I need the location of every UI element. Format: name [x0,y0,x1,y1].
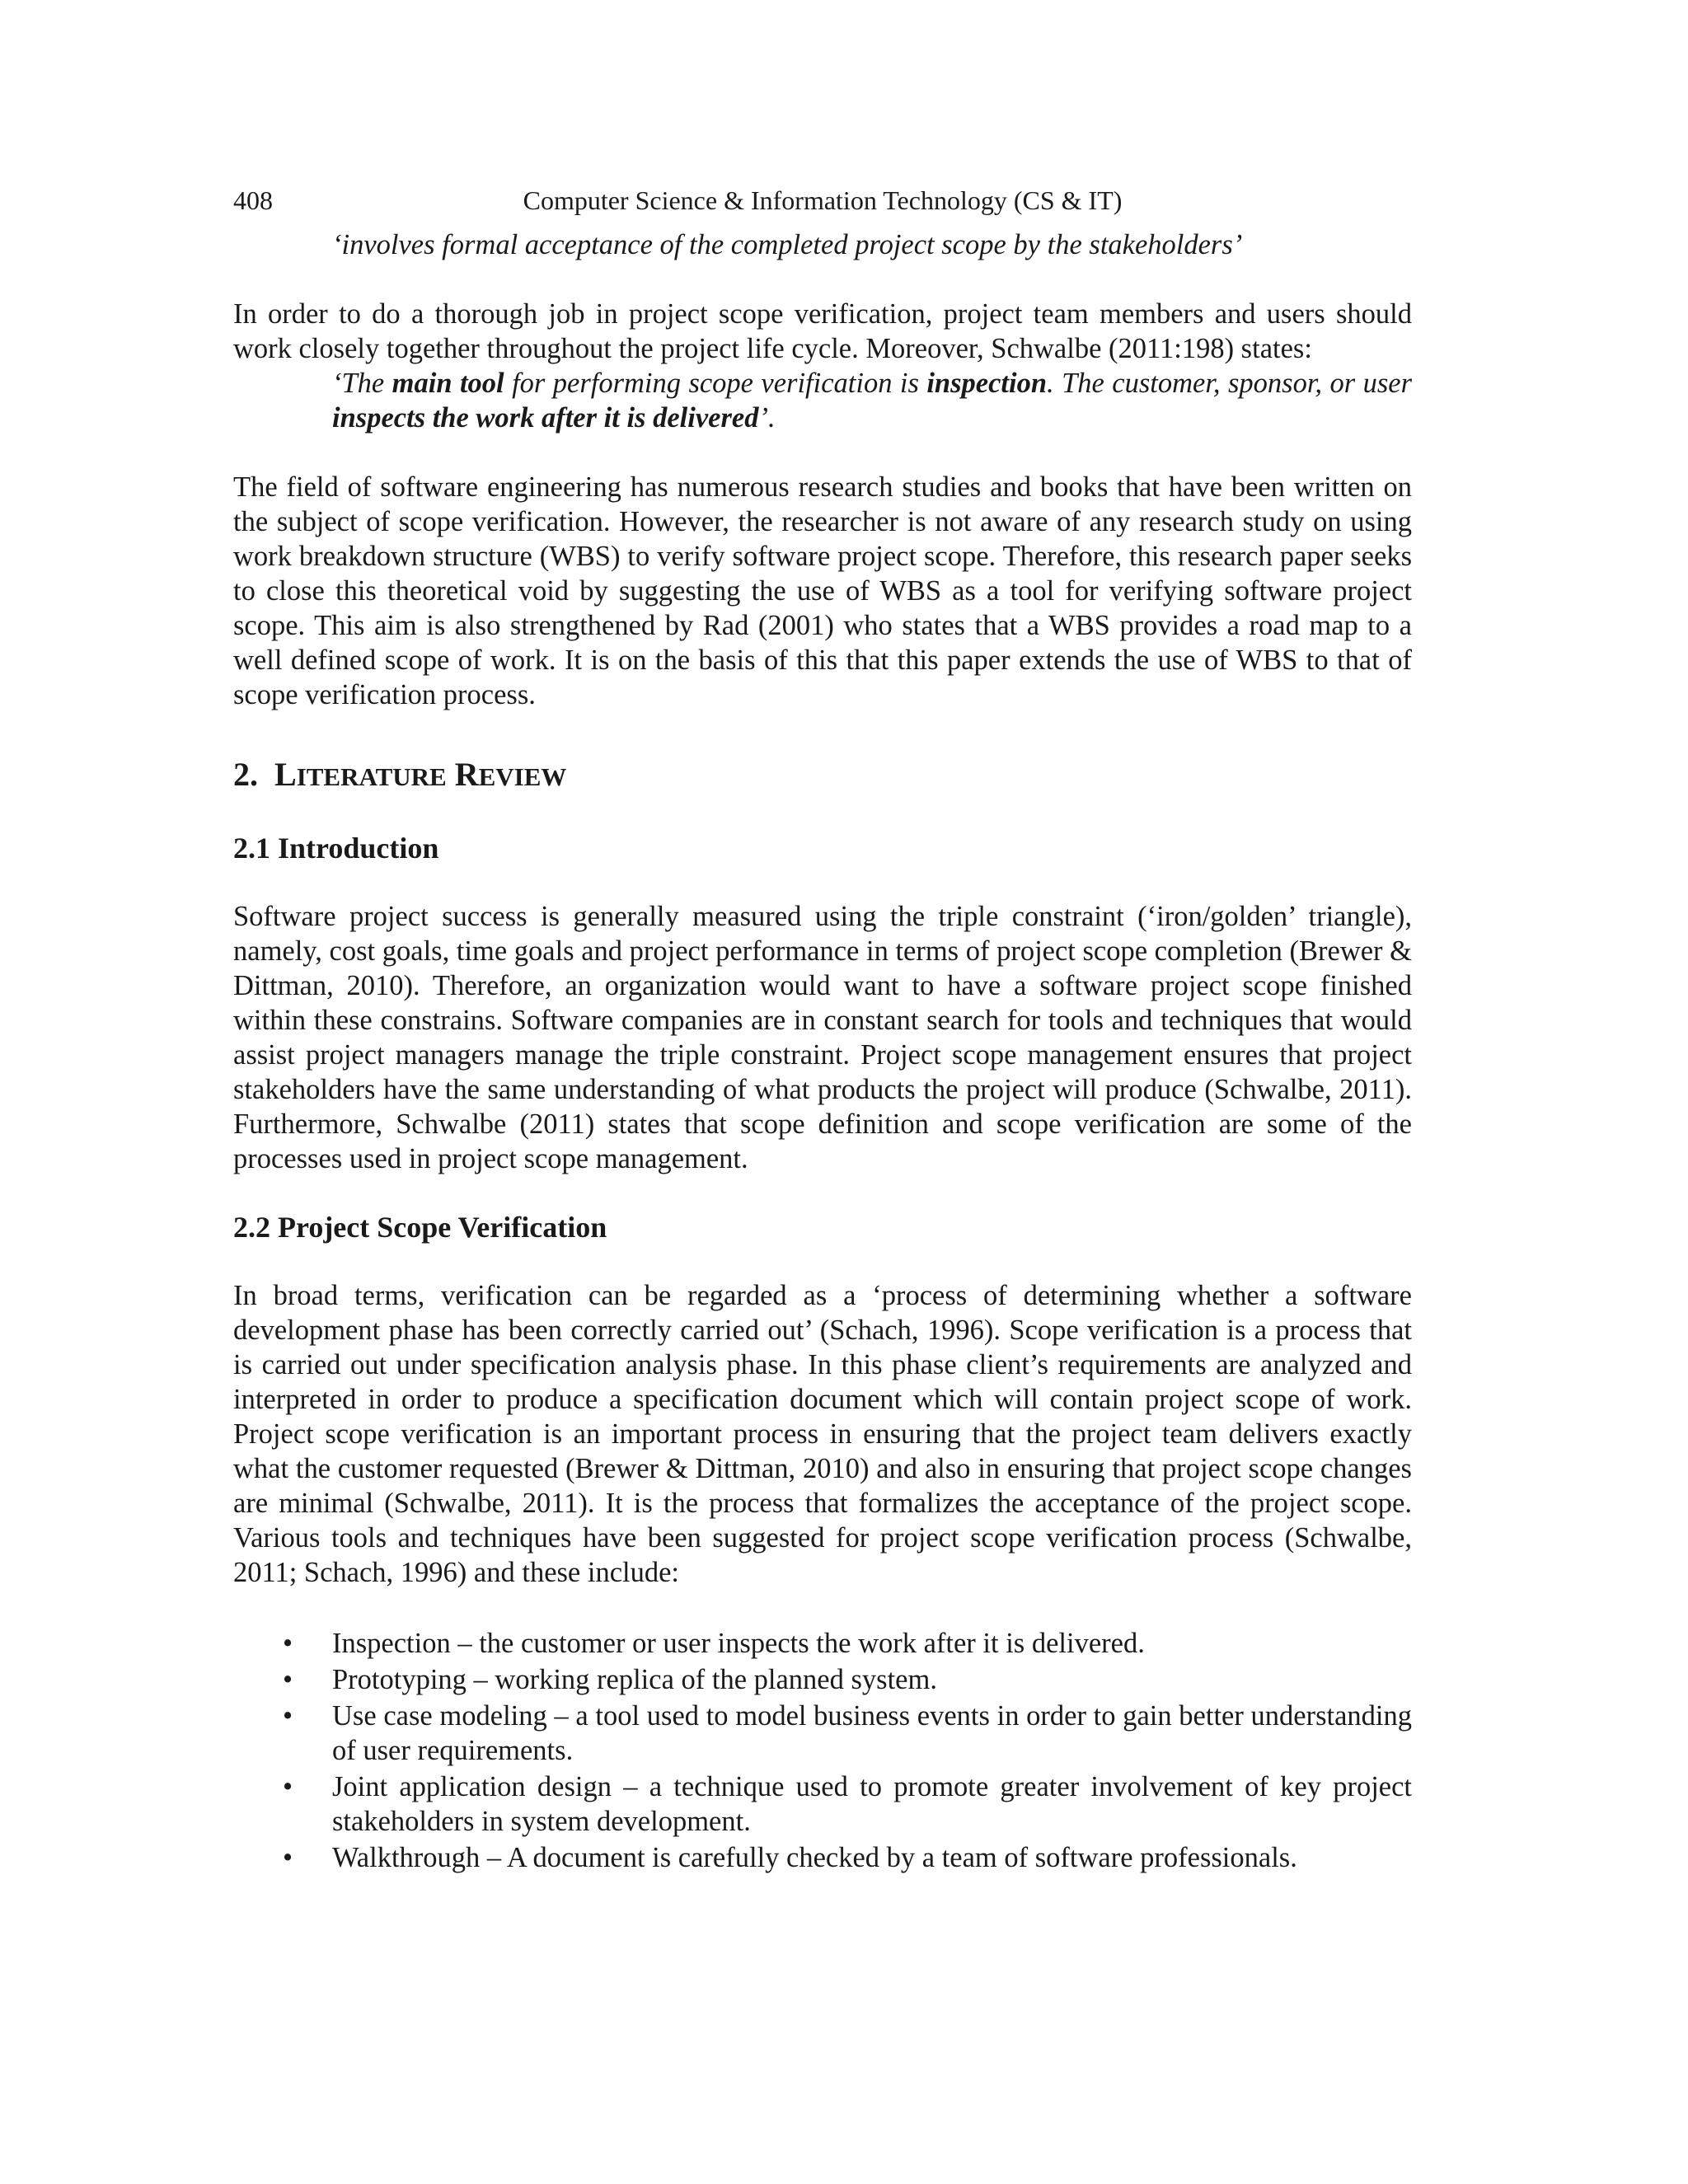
quote-text: . The customer, sponsor, or user [1047,368,1413,399]
list-item [233,1840,1412,1875]
list-item-text: Prototyping – working replica of the planned system. [332,1664,937,1695]
list-item [233,1662,1412,1697]
opening-quote: ‘involves formal acceptance of the completed project scope by the stakeholders’ [332,229,1243,260]
paragraph-introduction: Software project success is generally measured using the triple constraint (‘iron/golden’ triangle), namely, cost goals, time goals and project performance in terms of project scope completion (Brewer & Dittman, 2010). Therefore, an organization would want to have a software project scope finished within these constrains. Software companies are in constant search for tools and techniques that would assist project managers manage the triple constraint. Project scope management ensures that project stakeholders have the same understanding of what products the project will produce (Schwalbe, 2011). Furthermore, Schwalbe (2011) states that scope definition and scope verification are some of the processes used in project scope management. [233,901,1412,1174]
paragraph-project-scope-verification: In broad terms, verification can be regarded as a ‘process of determining whether a software development phase has been correctly carried out’ (Schach, 1996). Scope verification is a process that is carried out under specification analysis phase. In this phase client’s requirements are analyzed and interpreted in order to produce a specification document which will contain project scope of work. Project scope verification is an important process in ensuring that the project team delivers exactly what the customer requested (Brewer & Dittman, 2010) and also in ensuring that project scope changes are minimal (Schwalbe, 2011). It is the process that formalizes the acceptance of the project scope. Various tools and techniques have been suggested for project scope verification process (Schwalbe, 2011; Schach, 1996) and these include: [233,1280,1412,1588]
schwalbe-quote [233,366,1412,435]
list-item-text: Walkthrough – A document is carefully checked by a team of software professionals. [332,1842,1297,1873]
quote-bold: main tool [392,368,504,399]
bullet-icon: • [283,1664,293,1695]
heading-initial: L [274,756,297,793]
list-item [233,1626,1412,1661]
heading-smallcaps: EVIEW [478,762,567,791]
page-header [233,180,1412,221]
list-item [233,1769,1412,1839]
paper-page [233,180,1412,1877]
section-number: 2. [233,756,258,793]
bullet-icon: • [283,1700,293,1732]
paragraph-research-gap: The field of software engineering has numerous research studies and books that have been written on the subject of scope verification. However, the researcher is not aware of any research study on using work breakdown structure (WBS) to verify software project scope. Therefore, this research paper seeks to close this theoretical void by suggesting the use of WBS as a tool for verifying software project scope. This aim is also strengthened by Rad (2001) who states that a WBS provides a road map to a well defined scope of work. It is on the basis of this that this paper extends the use of WBS to that of scope verification process. [233,471,1412,710]
quote-bold: inspects the work after it is delivered [332,402,759,434]
bullet-icon: • [283,1771,293,1802]
section-heading-literature-review [233,755,1412,797]
bullet-icon: • [283,1842,293,1873]
list-item-text: Joint application design – a technique used to promote greater involvement of key project stakeholders in system development. [332,1771,1412,1837]
list-item-text: Inspection – the customer or user inspects the work after it is delivered. [332,1628,1145,1659]
list-item-text: Use case modeling – a tool used to model business events in order to gain better understanding of user requirements. [332,1700,1412,1766]
bullet-icon: • [283,1628,293,1659]
journal-title: Computer Science & Information Technology (CS & IT) [523,185,1123,215]
quote-text: ‘The [332,368,392,399]
quote-bold: inspection [926,368,1048,399]
heading-smallcaps: ITERATURE [296,762,447,791]
subsection-heading-project-scope-verification: 2.2 Project Scope Verification [233,1211,607,1244]
quote-text: ’. [758,402,776,434]
list-item [233,1699,1412,1768]
subsection-heading-introduction: 2.1 Introduction [233,832,439,865]
tools-list [233,1626,1412,1875]
paragraph-scope-verification-intro: In order to do a thorough job in project scope verification, project team members and users should work closely together throughout the project life cycle. Moreover, Schwalbe (2011:198) states: [233,298,1412,364]
page-number: 408 [233,185,273,215]
quote-text: for performing scope verification is [504,368,927,399]
heading-initial: R [454,756,479,793]
